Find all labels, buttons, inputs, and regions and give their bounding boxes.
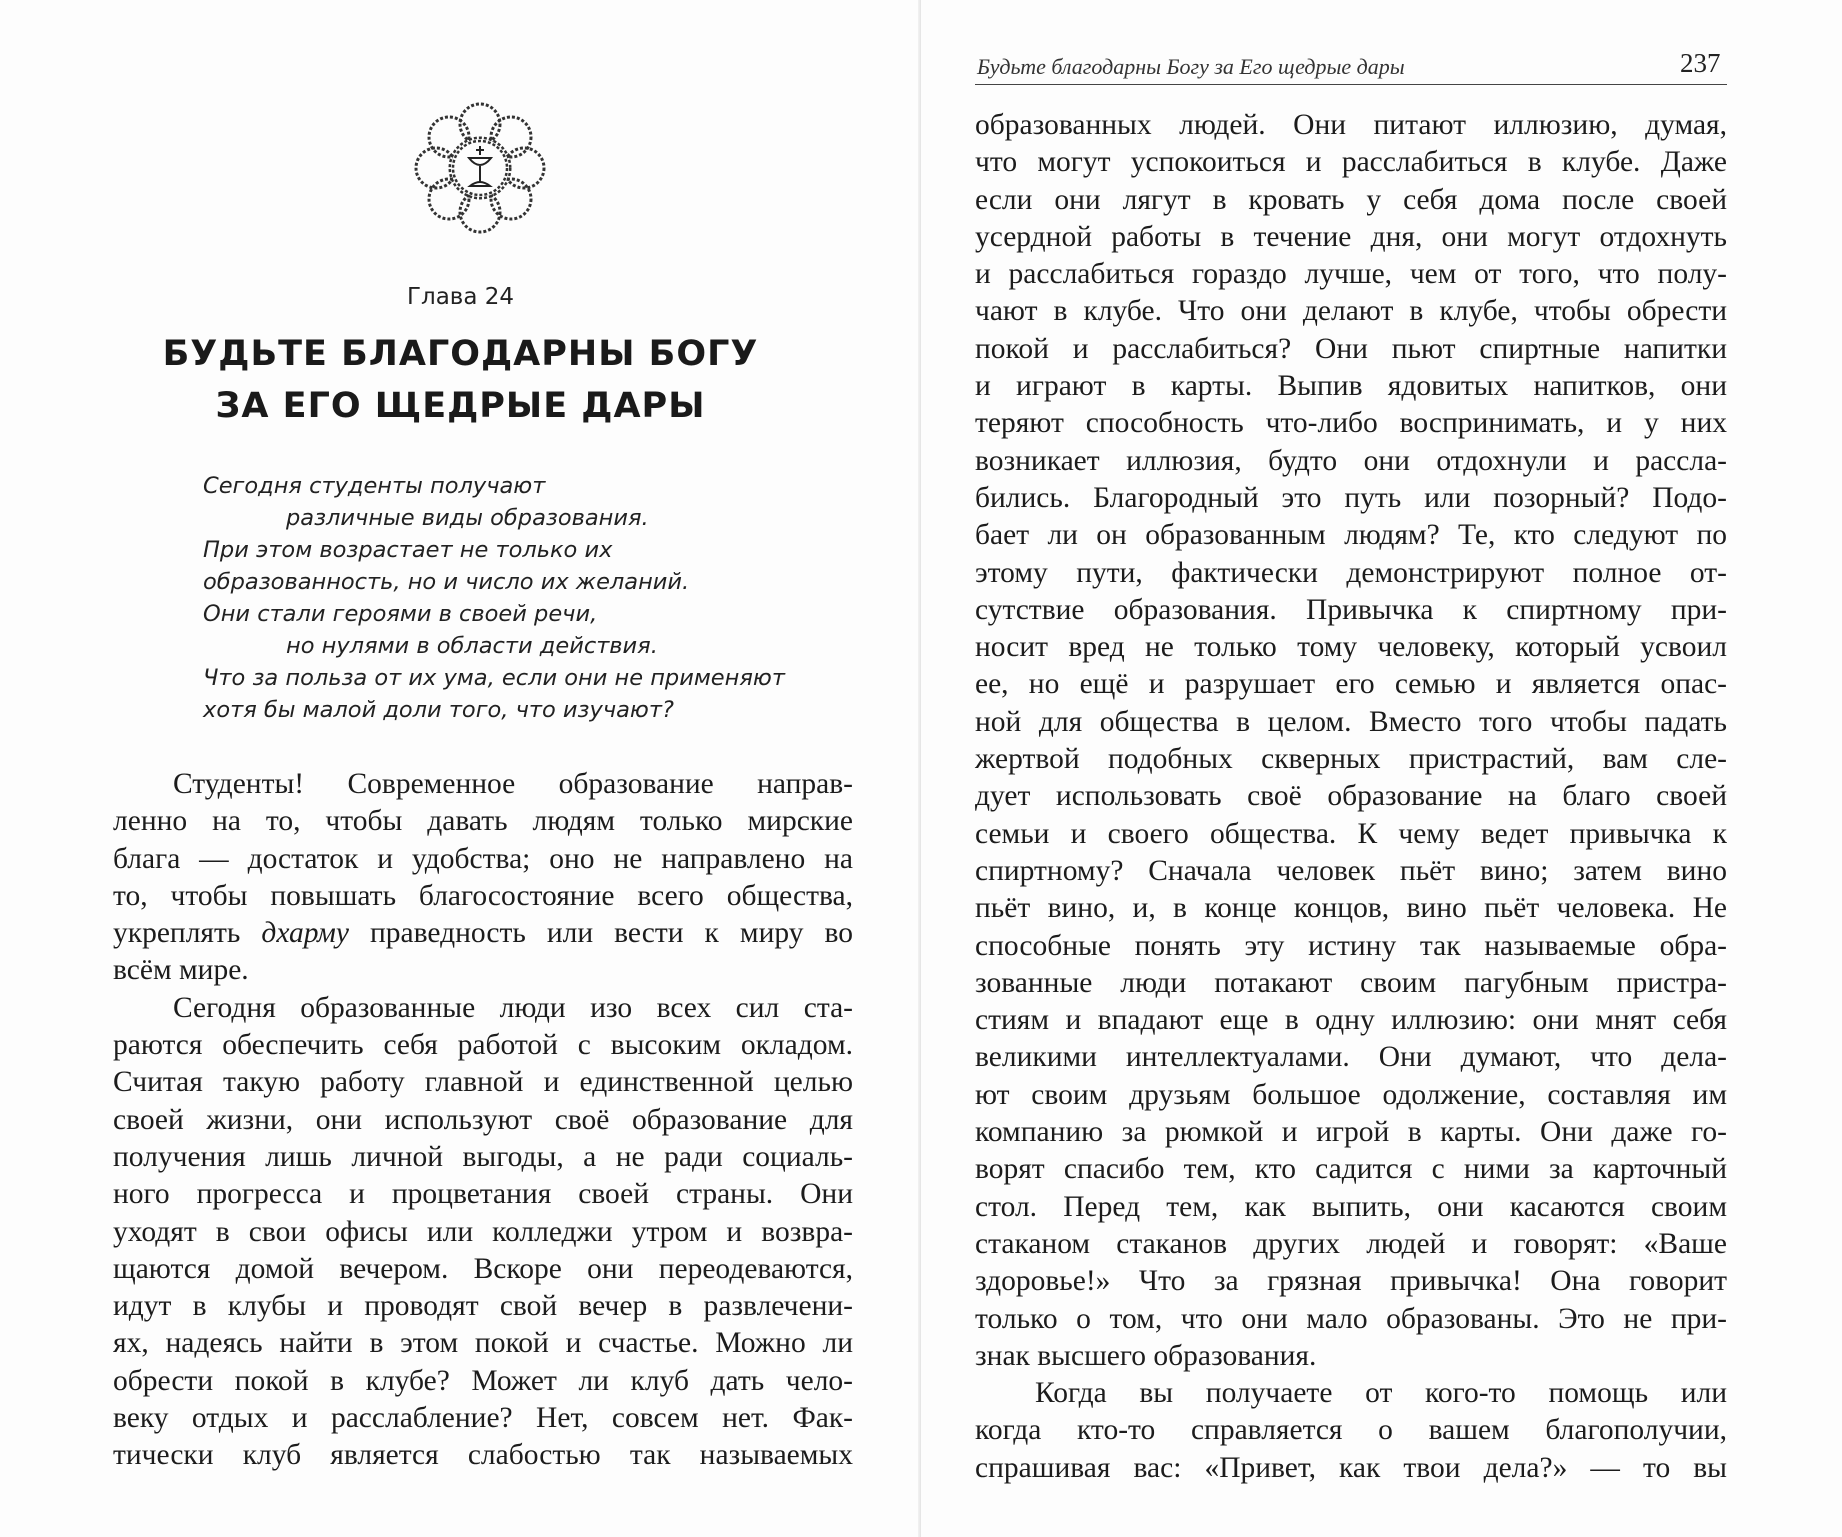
epigraph-line: образованность, но и число их желаний.	[203, 569, 690, 595]
text-line: здоровье!» Что за грязная привычка! Она говорит	[975, 1265, 1727, 1298]
page-number: 237	[1680, 48, 1721, 78]
text-line: блага — достаток и удобства; оно не направлено на	[113, 842, 853, 875]
text-line: Сегодня образованные люди изо всех сил ста-	[173, 991, 853, 1024]
text-line: ворят спасибо тем, кто садится с ними за карточный	[975, 1153, 1727, 1186]
text-line: стаканом стаканов других людей и говорят: «Ваше	[975, 1227, 1727, 1260]
text-line: то, чтобы повышать благосостояние всего общества,	[113, 879, 853, 912]
epigraph-line: хотя бы малой доли того, что изучают?	[203, 697, 674, 723]
text-line: ее, но ещё и разрушает его семью и является опас-	[975, 668, 1727, 701]
text-line: всём мире.	[113, 954, 249, 987]
text-line: чают в клубе. Что они делают в клубе, чтобы обрести	[975, 295, 1727, 328]
text-line: теряют способность что-либо воспринимать, и у них	[975, 407, 1727, 440]
text-span: праведность или вести к миру во	[348, 917, 853, 950]
text-line: великими интеллектуалами. Они думают, что дела-	[975, 1041, 1727, 1074]
text-line: этому пути, фактически демонстрируют полное от-	[975, 556, 1727, 589]
text-line: дует использовать своё образование на благо своей	[975, 780, 1727, 813]
text-line: щаются домой вечером. Вскоре они переодеваются,	[113, 1252, 853, 1285]
text-line: раются обеспечить себя работой с высоким окладом.	[113, 1029, 853, 1062]
text-line: когда кто-то справляется о вашем благополучии,	[975, 1414, 1727, 1447]
text-line: бает ли он образованным людям? Те, кто следуют по	[975, 519, 1727, 552]
text-line: Студенты! Современное образование направ-	[173, 768, 853, 800]
lotus-chalice-emblem	[412, 100, 548, 236]
text-line: компанию за рюмкой и игрой в карты. Они даже го-	[975, 1116, 1727, 1149]
right-body-text	[975, 107, 1727, 1487]
text-line: покой и расслабиться? Они пьют спиртные напитки	[975, 332, 1727, 365]
text-line: идут в клубы и проводят свой вечер в развлечени-	[113, 1290, 853, 1323]
text-line: ного прогресса и процветания своей страны. Они	[113, 1178, 853, 1211]
chapter-label: Глава 24	[406, 284, 515, 310]
chapter-title-line: ЗА ЕГО ЩЕДРЫЕ ДАРЫ	[215, 386, 706, 426]
text-line: спиртному? Сначала человек пьёт вино; затем вино	[975, 854, 1727, 887]
dharma-term: дхарму	[261, 917, 349, 950]
text-line: способные понять эту истину так называемые обра-	[975, 929, 1727, 962]
text-line: только о том, что они мало образованы. Это не при-	[975, 1302, 1727, 1335]
text-line: если они лягут в кровать у себя дома после своей	[975, 183, 1727, 216]
text-line: семьи и своего общества. К чему ведет привычка к	[975, 817, 1727, 850]
epigraph-line: Сегодня студенты получают	[203, 473, 546, 499]
text-line: возникает иллюзия, будто они отдохнули и рассла-	[975, 444, 1727, 477]
epigraph-line: но нулями в области действия.	[286, 633, 658, 659]
text-line: спрашивая вас: «Привет, как твои дела?» — то вы	[975, 1451, 1727, 1484]
text-line: получения лишь личной выгоды, а не ради социаль-	[113, 1140, 853, 1173]
text-line: Считая такую работу главной и единственной целью	[113, 1066, 853, 1099]
header-rule	[975, 84, 1727, 85]
text-line: носит вред не только тому человеку, который усвоил	[975, 631, 1727, 664]
text-line: усердной работы в течение дня, они могут отдохнуть	[975, 220, 1727, 253]
running-head: Будьте благодарны Богу за Его щедрые дары	[977, 54, 1405, 79]
epigraph-line: различные виды образования.	[286, 505, 649, 531]
text-line: ленно на то, чтобы давать людям только мирские	[113, 805, 853, 838]
text-line: бились. Благородный это путь или позорный? Подо-	[975, 481, 1727, 514]
text-span: укреплять	[113, 917, 262, 950]
text-line: ют своим друзьям большое одолжение, составляя им	[975, 1078, 1727, 1111]
text-line: уходят в свои офисы или колледжи утром и возвра-	[113, 1215, 853, 1248]
text-line: что могут успокоиться и расслабиться в клубе. Даже	[975, 146, 1727, 179]
text-line: тически клуб является слабостью так называемых	[113, 1439, 853, 1472]
text-line: сутствие образования. Привычка к спиртному при-	[975, 593, 1727, 626]
text-line: образованных людей. Они питают иллюзию, думая,	[975, 109, 1727, 141]
chapter-title-line: БУДЬТЕ БЛАГОДАРНЫ БОГУ	[162, 334, 759, 374]
epigraph-line: Они стали героями в своей речи,	[203, 601, 598, 627]
text-line: стиям и впадают еще в одну иллюзию: они мнят себя	[975, 1004, 1727, 1037]
text-line: и расслабиться гораздо лучше, чем от того, что полу-	[975, 258, 1727, 291]
chapter-title	[40, 328, 881, 432]
epigraph-line: При этом возрастает не только их	[203, 537, 613, 563]
text-line: знак высшего образования.	[975, 1339, 1317, 1372]
text-line: своей жизни, они используют своё образование для	[113, 1103, 853, 1136]
text-line: жертвой подобных скверных пристрастий, вам сле-	[975, 743, 1727, 776]
epigraph-line: Что за польза от их ума, если они не применяют	[203, 665, 785, 691]
text-line: ях, надеясь найти в этом покой и счастье. Можно ли	[113, 1327, 853, 1360]
text-line: пьёт вино, и, в конце концов, вино пьёт человека. Не	[975, 892, 1727, 925]
text-line: зованные люди потакают своим пагубным пристра-	[975, 966, 1727, 999]
text-line	[113, 915, 853, 952]
text-line: ной для общества в целом. Вместо того чтобы падать	[975, 705, 1727, 738]
text-line: веку отдых и расслабление? Нет, совсем нет. Фак-	[113, 1402, 853, 1435]
left-body-text	[113, 766, 853, 1475]
epigraph	[203, 470, 883, 726]
text-line: и играют в карты. Выпив ядовитых напитков, они	[975, 370, 1727, 403]
text-line: Когда вы получаете от кого-то помощь или	[1035, 1377, 1727, 1410]
text-line: обрести покой в клубе? Может ли клуб дать чело-	[113, 1364, 853, 1397]
text-line: стол. Перед тем, как выпить, они касаются своим	[975, 1190, 1727, 1223]
